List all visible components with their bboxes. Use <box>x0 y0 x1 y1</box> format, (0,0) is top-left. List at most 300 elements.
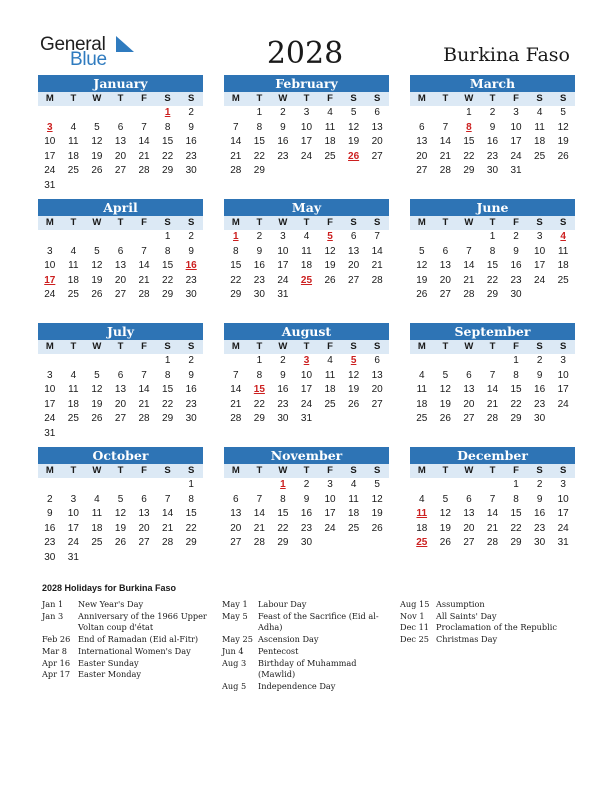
day-cell: 25 <box>324 398 336 410</box>
weekday-header <box>224 340 389 354</box>
empty-cell <box>132 230 156 245</box>
weekday-label: S <box>350 217 357 228</box>
weekday-label: S <box>350 93 357 104</box>
day-cell: 8 <box>513 369 519 381</box>
day-cell: 19 <box>91 150 103 162</box>
weekday-label: W <box>464 93 474 104</box>
day-cell: 20 <box>348 260 360 272</box>
holiday-item <box>42 611 214 634</box>
day-cell: 31 <box>510 165 522 177</box>
day-cell: 25 <box>67 413 79 425</box>
empty-cell <box>85 230 109 245</box>
day-cell: 2 <box>303 479 310 490</box>
day-cell: 13 <box>439 260 451 272</box>
weekday-label: S <box>187 93 195 104</box>
day-cell: 16 <box>44 522 56 534</box>
day-cell: 23 <box>300 522 313 534</box>
empty-cell <box>410 230 434 245</box>
day-cell: 22 <box>486 274 499 286</box>
weekday-label: T <box>303 341 310 352</box>
day-grid <box>224 106 389 179</box>
day-cell: 26 <box>439 537 451 549</box>
day-cell: 30 <box>486 165 499 177</box>
day-cell: 20 <box>463 398 475 410</box>
day-cell: 26 <box>114 537 127 549</box>
day-cell: 12 <box>348 369 360 381</box>
weekday-label: F <box>513 93 519 104</box>
day-cell: 21 <box>439 150 451 162</box>
holiday-name: Pentecost <box>258 645 299 656</box>
day-cell: 9 <box>188 369 194 381</box>
day-cell: 26 <box>371 522 383 534</box>
day-cell: 24 <box>67 537 79 549</box>
day-cell: 29 <box>253 165 265 177</box>
empty-cell <box>109 106 133 121</box>
day-cell: 24 <box>324 522 336 534</box>
weekday-label: S <box>536 217 543 228</box>
weekday-label: T <box>442 341 449 352</box>
month-march <box>410 75 575 179</box>
day-cell: 16 <box>510 260 522 272</box>
day-cell: 5 <box>374 479 380 490</box>
day-cell: 8 <box>233 245 239 257</box>
day-cell: 10 <box>67 508 79 520</box>
day-cell: 27 <box>463 537 475 549</box>
holiday-date: Jan 3 <box>42 610 64 621</box>
weekday-label: S <box>373 341 381 352</box>
weekday-label: M <box>417 217 426 228</box>
day-cell: 3 <box>70 493 77 505</box>
holiday-date: Mar 8 <box>42 645 67 656</box>
day-cell: 15 <box>162 384 174 396</box>
day-cell: 10 <box>557 493 569 505</box>
logo-blue-text: Blue <box>70 49 107 70</box>
day-cell: 22 <box>162 274 174 286</box>
weekday-label: F <box>141 93 147 104</box>
day-cell: 10 <box>44 384 56 396</box>
weekday-label: T <box>303 93 310 104</box>
day-cell: 23 <box>44 537 56 549</box>
day-cell: 20 <box>439 274 451 286</box>
weekday-label: S <box>187 217 195 228</box>
weekday-label: M <box>231 465 240 476</box>
day-cell: 31 <box>277 289 289 301</box>
day-cell: 5 <box>419 245 425 257</box>
day-cell: 10 <box>277 245 289 257</box>
day-cell: 31 <box>44 427 56 439</box>
day-cell: 13 <box>463 508 475 520</box>
weekday-label: S <box>559 465 567 476</box>
weekday-header <box>410 92 575 106</box>
day-cell: 25 <box>534 150 546 162</box>
day-cell: 2 <box>280 355 286 366</box>
day-cell: 8 <box>164 121 171 133</box>
weekday-label: T <box>117 341 124 352</box>
day-cell: 26 <box>416 289 428 301</box>
holiday-name: Christmas Day <box>436 634 498 645</box>
day-cell: 27 <box>348 274 360 286</box>
weekday-label: W <box>278 93 288 104</box>
day-cell: 20 <box>114 274 127 286</box>
day-cell: 3 <box>560 355 566 366</box>
day-cell: 7 <box>141 245 147 257</box>
day-cell: 9 <box>303 493 310 505</box>
day-cell: 21 <box>230 150 242 162</box>
day-cell: 24 <box>557 522 569 534</box>
day-cell: 20 <box>114 398 127 410</box>
holiday-name: International Women's Day <box>78 645 191 656</box>
empty-cell <box>62 354 86 369</box>
day-cell: 29 <box>230 289 242 301</box>
day-cell: 30 <box>44 551 56 563</box>
holiday-date: Dec 11 <box>400 622 430 633</box>
empty-cell <box>410 478 434 493</box>
day-cell: 9 <box>188 245 194 257</box>
day-cell: 21 <box>486 522 499 534</box>
day-cell: 21 <box>138 150 150 162</box>
weekday-label: T <box>303 465 310 476</box>
day-cell: 30 <box>277 413 289 425</box>
empty-cell <box>109 478 133 493</box>
weekday-label: T <box>442 217 449 228</box>
empty-cell <box>109 354 133 369</box>
day-cell: 28 <box>463 289 475 301</box>
day-cell: 27 <box>371 398 383 410</box>
day-cell: 28 <box>371 274 383 286</box>
holiday-name: Labour Day <box>258 599 307 609</box>
day-cell: 5 <box>350 107 357 118</box>
day-cell: 31 <box>67 551 79 563</box>
day-cell: 2 <box>536 479 543 490</box>
day-cell: 17 <box>44 398 56 410</box>
day-cell: 6 <box>466 493 472 505</box>
day-cell: 7 <box>374 231 380 242</box>
day-cell: 22 <box>253 150 265 162</box>
day-cell: 30 <box>300 537 313 549</box>
day-cell: 8 <box>256 121 263 133</box>
day-cell: 23 <box>185 150 197 162</box>
day-cell: 29 <box>162 413 174 425</box>
holiday-date: Jan 1 <box>42 599 64 609</box>
day-cell: 11 <box>348 493 359 505</box>
empty-cell <box>62 230 86 245</box>
weekday-header <box>224 216 389 230</box>
empty-cell <box>38 230 62 245</box>
weekday-label: W <box>92 341 102 352</box>
weekday-header <box>38 340 203 354</box>
holiday-name: New Year's Day <box>78 599 144 609</box>
day-cell: 15 <box>510 508 522 520</box>
holiday-day-cell: 25 <box>300 274 313 286</box>
day-cell: 3 <box>560 479 566 490</box>
empty-cell <box>481 478 505 493</box>
day-grid <box>38 230 203 303</box>
day-cell: 5 <box>442 493 449 505</box>
day-cell: 5 <box>117 493 124 505</box>
holiday-item <box>42 599 214 611</box>
day-cell: 19 <box>324 260 336 272</box>
holiday-item <box>400 599 572 611</box>
holiday-day-cell: 3 <box>303 355 310 366</box>
weekday-label: T <box>256 465 263 476</box>
day-cell: 15 <box>510 384 522 396</box>
day-cell: 23 <box>277 398 289 410</box>
day-cell: 4 <box>70 245 77 257</box>
day-cell: 6 <box>466 369 472 381</box>
weekday-label: F <box>141 341 147 352</box>
day-cell: 31 <box>44 179 56 191</box>
day-cell: 24 <box>44 165 56 177</box>
day-cell: 4 <box>536 107 543 118</box>
day-cell: 7 <box>489 493 496 505</box>
day-cell: 1 <box>466 107 472 118</box>
day-cell: 13 <box>371 369 383 381</box>
holiday-column <box>400 599 572 646</box>
day-cell: 19 <box>371 508 383 520</box>
holiday-day-cell: 1 <box>233 231 239 242</box>
holiday-day-cell: 5 <box>327 231 333 242</box>
holiday-name: Easter Sunday <box>78 657 139 668</box>
day-cell: 5 <box>560 107 566 118</box>
day-cell: 6 <box>117 369 124 381</box>
day-cell: 8 <box>188 493 194 505</box>
day-cell: 4 <box>70 369 77 381</box>
day-cell: 12 <box>324 245 336 257</box>
day-cell: 20 <box>463 522 475 534</box>
day-cell: 3 <box>327 479 333 490</box>
day-cell: 25 <box>91 537 103 549</box>
weekday-header <box>410 340 575 354</box>
day-cell: 22 <box>277 522 289 534</box>
day-cell: 17 <box>534 260 546 272</box>
holiday-day-cell: 25 <box>416 537 428 549</box>
weekday-label: S <box>187 465 195 476</box>
day-cell: 22 <box>162 398 174 410</box>
day-cell: 22 <box>510 398 522 410</box>
day-cell: 7 <box>466 245 472 257</box>
weekday-header <box>38 216 203 230</box>
day-cell: 30 <box>534 537 546 549</box>
day-cell: 7 <box>233 369 239 381</box>
day-cell: 28 <box>138 413 150 425</box>
holiday-day-cell: 3 <box>47 121 53 133</box>
day-cell: 8 <box>164 245 171 257</box>
weekday-label: T <box>117 465 124 476</box>
day-cell: 16 <box>253 260 265 272</box>
day-cell: 14 <box>253 508 265 520</box>
weekday-label: F <box>327 217 333 228</box>
holiday-date: May 1 <box>222 599 248 609</box>
month-title: July <box>38 323 203 340</box>
day-cell: 23 <box>486 150 499 162</box>
empty-cell <box>62 106 86 121</box>
day-cell: 15 <box>463 136 475 148</box>
day-cell: 1 <box>188 479 194 490</box>
day-cell: 12 <box>91 260 103 272</box>
day-cell: 27 <box>463 413 475 425</box>
empty-cell <box>224 478 248 493</box>
day-cell: 30 <box>185 165 197 177</box>
day-cell: 14 <box>162 508 174 520</box>
month-october <box>38 447 203 566</box>
day-cell: 20 <box>371 384 383 396</box>
holiday-date: Jun 4 <box>222 645 244 656</box>
weekday-label: W <box>464 217 474 228</box>
weekday-label: S <box>559 217 567 228</box>
day-cell: 29 <box>277 537 289 549</box>
day-cell: 11 <box>68 384 79 396</box>
day-cell: 8 <box>489 245 496 257</box>
empty-cell <box>156 478 180 493</box>
day-cell: 2 <box>513 231 519 242</box>
weekday-label: T <box>442 93 449 104</box>
day-cell: 6 <box>350 231 357 242</box>
day-cell: 23 <box>185 274 197 286</box>
weekday-label: T <box>489 341 496 352</box>
day-cell: 10 <box>300 369 313 381</box>
day-cell: 4 <box>303 231 310 242</box>
holiday-name: Anniversary of the 1966 Upper Voltan coup d'état <box>78 610 207 633</box>
day-grid <box>410 230 575 303</box>
day-cell: 28 <box>486 537 499 549</box>
day-cell: 29 <box>510 413 522 425</box>
day-cell: 11 <box>557 245 569 257</box>
day-cell: 20 <box>114 150 127 162</box>
weekday-label: W <box>92 217 102 228</box>
day-cell: 1 <box>256 107 263 118</box>
day-cell: 20 <box>230 522 242 534</box>
month-title: December <box>410 447 575 464</box>
day-cell: 4 <box>70 121 77 133</box>
weekday-label: T <box>256 217 263 228</box>
month-title: February <box>224 75 389 92</box>
empty-cell <box>85 354 109 369</box>
day-cell: 19 <box>91 274 103 286</box>
day-cell: 26 <box>91 289 103 301</box>
weekday-label: M <box>231 93 240 104</box>
day-cell: 4 <box>419 369 425 381</box>
day-cell: 28 <box>162 537 174 549</box>
day-cell: 24 <box>44 413 56 425</box>
day-cell: 25 <box>67 165 79 177</box>
day-cell: 16 <box>300 508 313 520</box>
day-cell: 23 <box>534 398 546 410</box>
day-cell: 11 <box>534 121 545 133</box>
empty-cell <box>132 106 156 121</box>
day-grid <box>410 106 575 179</box>
day-cell: 19 <box>439 398 451 410</box>
day-cell: 10 <box>44 136 56 148</box>
day-cell: 19 <box>114 522 127 534</box>
day-cell: 6 <box>419 121 425 133</box>
empty-cell <box>62 478 86 493</box>
logo-mark-icon <box>114 36 136 54</box>
day-cell: 15 <box>277 508 289 520</box>
day-cell: 27 <box>114 413 127 425</box>
day-cell: 1 <box>489 231 496 242</box>
weekday-label: T <box>117 93 124 104</box>
day-cell: 12 <box>416 260 428 272</box>
day-cell: 4 <box>350 479 357 490</box>
day-cell: 14 <box>371 245 383 257</box>
day-cell: 7 <box>442 121 449 133</box>
day-cell: 12 <box>91 384 103 396</box>
day-cell: 18 <box>67 274 79 286</box>
day-cell: 5 <box>94 369 100 381</box>
day-cell: 7 <box>164 493 171 505</box>
day-cell: 10 <box>534 245 546 257</box>
day-grid <box>224 230 389 303</box>
weekday-label: F <box>141 465 147 476</box>
day-cell: 1 <box>256 355 263 366</box>
weekday-label: T <box>70 217 77 228</box>
day-cell: 17 <box>44 150 56 162</box>
holiday-name: Birthday of Muhammad (Mawlid) <box>258 657 357 680</box>
day-cell: 14 <box>486 508 499 520</box>
day-cell: 10 <box>557 369 569 381</box>
day-cell: 26 <box>557 150 569 162</box>
day-cell: 17 <box>300 136 313 148</box>
empty-cell <box>434 230 458 245</box>
day-cell: 14 <box>138 384 150 396</box>
day-cell: 18 <box>348 508 360 520</box>
empty-cell <box>38 354 62 369</box>
day-cell: 14 <box>230 384 242 396</box>
day-cell: 16 <box>185 384 197 396</box>
weekday-label: M <box>417 341 426 352</box>
day-cell: 24 <box>534 274 546 286</box>
day-cell: 21 <box>486 398 499 410</box>
country-name: Burkina Faso <box>443 44 570 66</box>
holiday-date: May 5 <box>222 610 248 621</box>
holiday-date: May 25 <box>222 634 253 645</box>
day-cell: 3 <box>513 107 519 118</box>
month-title: March <box>410 75 575 92</box>
weekday-label: T <box>303 217 310 228</box>
day-cell: 17 <box>557 384 569 396</box>
weekday-label: M <box>45 217 54 228</box>
holiday-name: Proclamation of the Republic <box>436 622 557 633</box>
day-cell: 18 <box>67 150 79 162</box>
day-cell: 29 <box>162 289 174 301</box>
weekday-header <box>410 464 575 478</box>
day-cell: 22 <box>185 522 197 534</box>
day-cell: 3 <box>47 369 53 381</box>
day-cell: 26 <box>348 398 360 410</box>
day-cell: 16 <box>534 508 546 520</box>
holiday-column <box>222 599 394 693</box>
day-cell: 12 <box>371 493 383 505</box>
day-cell: 18 <box>557 260 569 272</box>
day-cell: 13 <box>114 136 127 148</box>
day-cell: 3 <box>47 245 53 257</box>
day-cell: 7 <box>233 121 239 133</box>
day-cell: 19 <box>348 136 360 148</box>
day-cell: 12 <box>439 384 451 396</box>
holiday-name: All Saints' Day <box>436 610 497 621</box>
month-november <box>224 447 389 551</box>
weekday-header <box>224 464 389 478</box>
day-cell: 22 <box>510 522 522 534</box>
month-title: August <box>224 323 389 340</box>
month-title: January <box>38 75 203 92</box>
day-cell: 7 <box>141 121 147 133</box>
day-cell: 25 <box>348 522 360 534</box>
weekday-label: S <box>164 341 171 352</box>
month-january <box>38 75 203 194</box>
day-cell: 15 <box>486 260 499 272</box>
day-cell: 2 <box>489 107 496 118</box>
